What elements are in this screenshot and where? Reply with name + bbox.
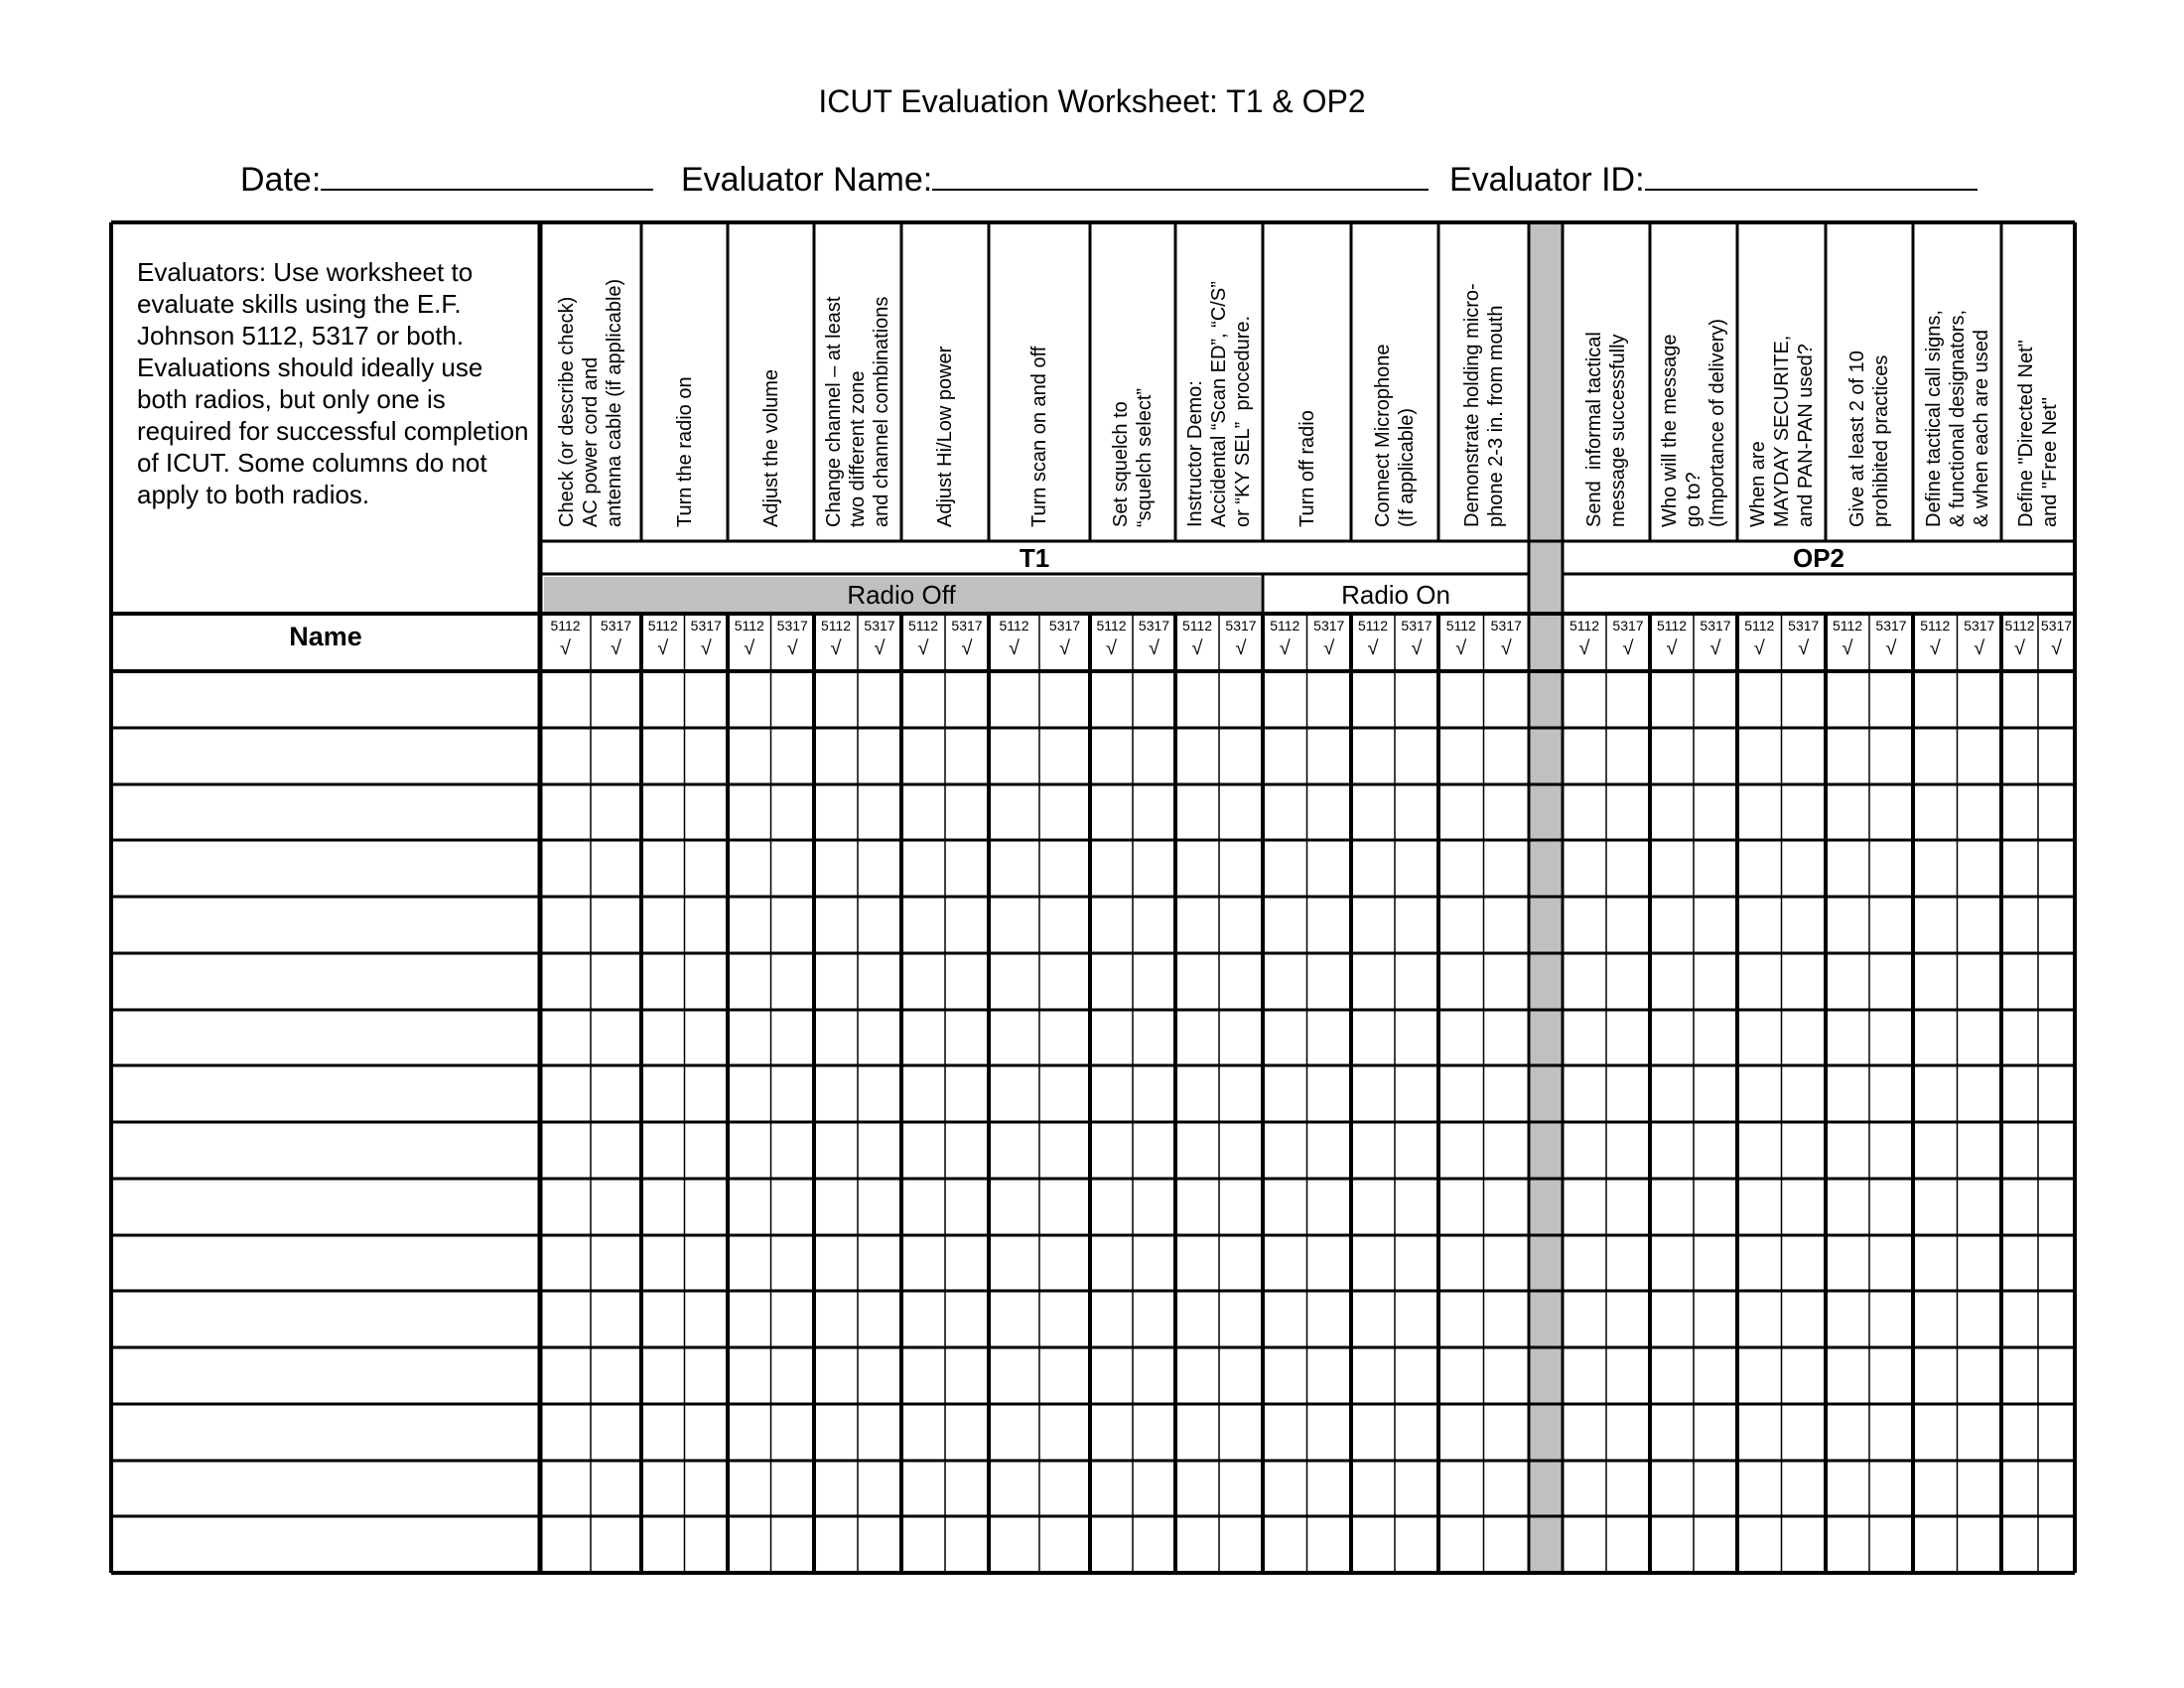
check-mark: √ bbox=[744, 637, 755, 659]
radio-model-label: 5317 bbox=[1313, 618, 1345, 633]
check-mark: √ bbox=[1367, 637, 1379, 659]
radio-model-label: 5112 bbox=[1445, 618, 1476, 633]
check-mark: √ bbox=[657, 637, 669, 659]
check-mark: √ bbox=[1235, 637, 1247, 659]
check-mark: √ bbox=[560, 637, 571, 659]
radio-model-label: 5112 bbox=[2004, 618, 2035, 633]
t1-column-label: Demonstrate holding micro- phone 2-3 in. from mouth bbox=[1460, 283, 1507, 527]
radio-model-label: 5317 bbox=[1875, 618, 1907, 633]
check-mark: √ bbox=[830, 637, 842, 659]
radio-model-label: 5112 bbox=[1357, 618, 1389, 633]
check-mark: √ bbox=[1622, 637, 1634, 659]
radio-model-label: 5317 bbox=[1788, 618, 1820, 633]
t1-column-label: Connect Microphone (If applicable) bbox=[1372, 344, 1418, 527]
op2-column-label: Define "Directed Net" and "Free Net" bbox=[2015, 340, 2061, 527]
t1-column-label: Set squelch to “squelch select” bbox=[1110, 387, 1156, 527]
op2-column-label: Give at least 2 of 10 prohibited practices bbox=[1846, 351, 1892, 527]
t1-column-label: Turn the radio on bbox=[673, 376, 696, 527]
check-mark: √ bbox=[1106, 637, 1117, 659]
check-mark: √ bbox=[1753, 637, 1765, 659]
t1-column-label: Adjust the volume bbox=[759, 369, 782, 527]
radio-model-label: 5317 bbox=[1490, 618, 1522, 633]
t1-column-label: Turn off radio bbox=[1296, 410, 1318, 527]
op2-column-label: Define tactical call signs, & functional designators, & when each are used bbox=[1922, 309, 1992, 527]
check-mark: √ bbox=[1578, 637, 1590, 659]
check-mark: √ bbox=[1842, 637, 1853, 659]
radio-model-label: 5112 bbox=[1656, 618, 1688, 633]
check-mark: √ bbox=[1191, 637, 1203, 659]
check-mark: √ bbox=[1974, 637, 1985, 659]
radio-model-label: 5112 bbox=[1096, 618, 1127, 633]
name-column-header: Name bbox=[289, 622, 362, 651]
check-mark: √ bbox=[1411, 637, 1423, 659]
check-mark: √ bbox=[1059, 637, 1070, 659]
t1-column-label: Adjust Hi/Low power bbox=[934, 346, 956, 527]
check-mark: √ bbox=[700, 637, 712, 659]
radio-model-label: 5317 bbox=[2040, 618, 2073, 633]
op2-column-label: When are MAYDAY SECURITE, and PAN-PAN used? bbox=[1746, 335, 1817, 527]
radio-model-label: 5317 bbox=[600, 618, 632, 633]
radio-model-label: 5317 bbox=[1401, 618, 1433, 633]
date-label: Date: bbox=[240, 161, 322, 199]
radio-model-label: 5112 bbox=[1181, 618, 1213, 633]
check-mark: √ bbox=[917, 637, 929, 659]
evaluator-instructions: Evaluators: Use worksheet to evaluate skills using the E.F. Johnson 5112, 5317 or both. Evaluations should ideally use both radios, but only one is required for successful completion of ICUT. Some columns do not apply to both radios. bbox=[137, 257, 529, 509]
radio-model-label: 5112 bbox=[734, 618, 764, 633]
evaluator-name-label: Evaluator Name: bbox=[681, 161, 933, 199]
radio-model-label: 5317 bbox=[864, 618, 895, 633]
radio-model-label: 5317 bbox=[690, 618, 722, 633]
t1-column-label: Instructor Demo: Accidental “Scan ED”, “C/S” or “KY SEL” procedure. bbox=[1184, 281, 1254, 527]
t1-column-label: Turn scan on and off bbox=[1028, 346, 1050, 527]
radio-model-label: 5112 bbox=[1569, 618, 1600, 633]
radio-model-label: 5112 bbox=[1270, 618, 1300, 633]
radio-model-label: 5112 bbox=[820, 618, 852, 633]
t1-column-label: Check (or describe check) AC power cord and antenna cable (if applicable) bbox=[556, 278, 625, 527]
check-mark: √ bbox=[786, 637, 798, 659]
t1-column-label: Change channel – at least two different zone and channel combinations bbox=[823, 296, 892, 527]
radio-model-label: 5317 bbox=[1700, 618, 1731, 633]
page-title: ICUT Evaluation Worksheet: T1 & OP2 bbox=[818, 83, 1366, 119]
radio-model-label: 5112 bbox=[1832, 618, 1863, 633]
radio-off-label: Radio Off bbox=[847, 580, 956, 610]
check-mark: √ bbox=[1323, 637, 1335, 659]
radio-model-label: 5112 bbox=[999, 618, 1029, 633]
check-mark: √ bbox=[2014, 637, 2025, 659]
check-mark: √ bbox=[1500, 637, 1512, 659]
check-mark: √ bbox=[1885, 637, 1897, 659]
check-mark: √ bbox=[1666, 637, 1678, 659]
radio-model-label: 5112 bbox=[1920, 618, 1951, 633]
check-mark: √ bbox=[1929, 637, 1941, 659]
radio-model-label: 5317 bbox=[776, 618, 808, 633]
op2-section-label: OP2 bbox=[1792, 543, 1845, 573]
radio-model-label: 5317 bbox=[1225, 618, 1257, 633]
check-mark: √ bbox=[611, 637, 621, 659]
check-mark: √ bbox=[1149, 637, 1160, 659]
radio-model-label: 5112 bbox=[550, 618, 581, 633]
check-mark: √ bbox=[1009, 637, 1020, 659]
radio-model-label: 5112 bbox=[907, 618, 939, 633]
check-mark: √ bbox=[2051, 637, 2062, 659]
op2-column-label: Send informal tactical message successfully bbox=[1583, 332, 1629, 527]
radio-model-label: 5317 bbox=[1612, 618, 1644, 633]
radio-on-label: Radio On bbox=[1341, 580, 1450, 610]
check-mark: √ bbox=[961, 637, 973, 659]
check-mark: √ bbox=[1279, 637, 1291, 659]
evaluator-id-label: Evaluator ID: bbox=[1449, 161, 1645, 199]
radio-model-label: 5317 bbox=[1138, 618, 1170, 633]
radio-model-label: 5317 bbox=[951, 618, 983, 633]
radio-model-label: 5112 bbox=[647, 618, 678, 633]
radio-model-label: 5317 bbox=[1964, 618, 1995, 633]
t1-section-label: T1 bbox=[1019, 543, 1050, 573]
radio-model-label: 5112 bbox=[1744, 618, 1775, 633]
op2-column-label: Who will the message go to? (Importance of delivery) bbox=[1659, 318, 1728, 527]
check-mark: √ bbox=[874, 637, 886, 659]
check-mark: √ bbox=[1455, 637, 1467, 659]
check-mark: √ bbox=[1709, 637, 1721, 659]
check-mark: √ bbox=[1798, 637, 1810, 659]
radio-model-label: 5317 bbox=[1048, 618, 1081, 633]
